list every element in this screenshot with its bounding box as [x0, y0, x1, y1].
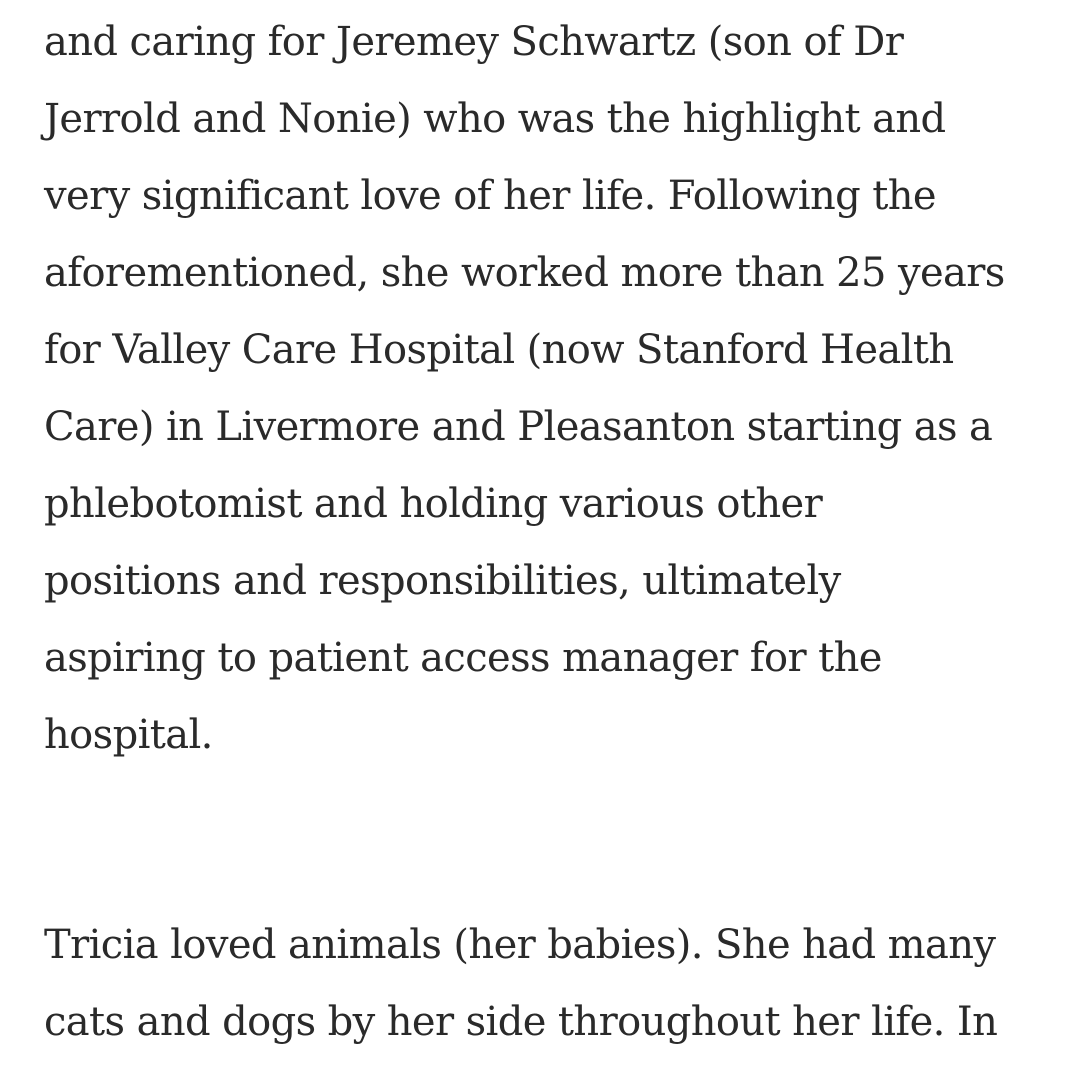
text-line: Jerrold and Nonie) who was the highlight and	[44, 96, 946, 142]
text-line: aforementioned, she worked more than 25 years	[44, 250, 1005, 296]
text-line: and caring for Jeremey Schwartz (son of Dr	[44, 19, 904, 65]
text-line: phlebotomist and holding various other	[44, 481, 823, 527]
text-line: Tricia loved animals (her babies). She had many	[44, 922, 996, 968]
text-line: for Valley Care Hospital (now Stanford Health	[44, 327, 954, 373]
text-line: very significant love of her life. Following the	[44, 173, 936, 219]
text-line: aspiring to patient access manager for the	[44, 635, 882, 681]
text-line: positions and responsibilities, ultimately	[44, 558, 841, 604]
text-line: hospital.	[44, 712, 213, 758]
text-line: cats and dogs by her side throughout her life. In	[44, 999, 998, 1045]
text-line: Care) in Livermore and Pleasanton starting as a	[44, 404, 993, 450]
